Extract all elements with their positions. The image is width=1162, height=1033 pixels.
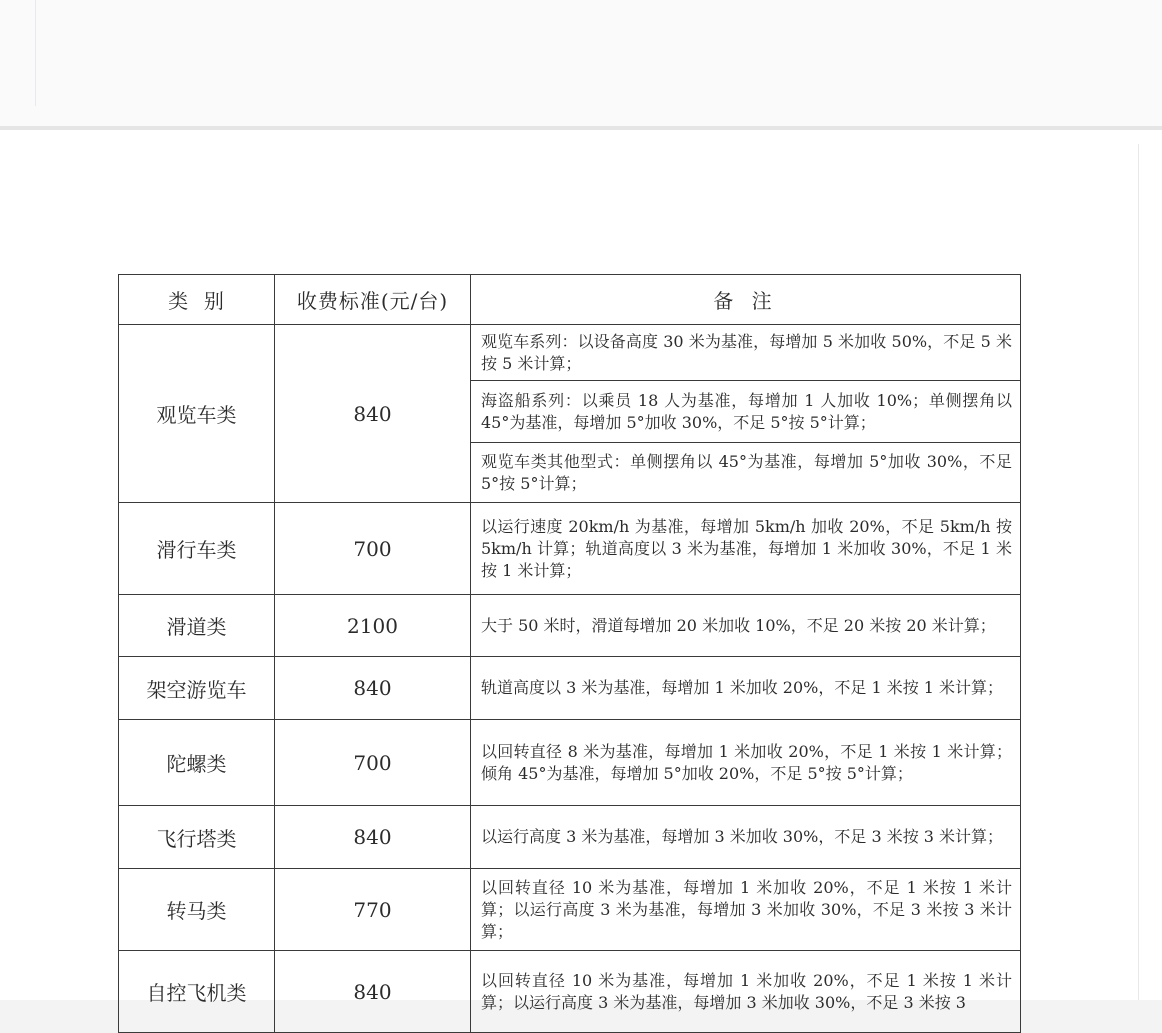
note-cell: 以回转直径 8 米为基准，每增加 1 米加收 20%，不足 1 米按 1 米计算；倾角 45°为基准，每增加 5°加收 20%，不足 5°按 5°计算； xyxy=(471,720,1021,806)
note-cell: 以运行高度 3 米为基准，每增加 3 米加收 30%，不足 3 米按 3 米计算； xyxy=(471,806,1021,869)
table-row xyxy=(119,720,1021,806)
price-cell: 2100 xyxy=(275,595,471,657)
category-cell: 陀螺类 xyxy=(119,720,275,806)
category-cell: 滑道类 xyxy=(119,595,275,657)
table-header-row xyxy=(119,275,1021,325)
table-row xyxy=(119,869,1021,951)
price-cell: 840 xyxy=(275,325,471,503)
note-cell: 以回转直径 10 米为基准，每增加 1 米加收 20%，不足 1 米按 1 米计算；以运行高度 3 米为基准，每增加 3 米加收 30%，不足 3 米按 3 xyxy=(471,951,1021,1033)
header-category: 类 别 xyxy=(119,275,275,325)
header-note: 备 注 xyxy=(471,275,1021,325)
previous-page xyxy=(0,0,1162,126)
category-cell: 自控飞机类 xyxy=(119,951,275,1033)
page-edge-line xyxy=(1138,144,1139,1000)
note-cell: 海盗船系列：以乘员 18 人为基准，每增加 1 人加收 10%；单侧摆角以 45°为基准，每增加 5°加收 30%，不足 5°按 5°计算； xyxy=(471,381,1021,443)
note-cell: 观览车类其他型式：单侧摆角以 45°为基准，每增加 5°加收 30%，不足 5°按 5°计算； xyxy=(471,443,1021,503)
note-cell: 以回转直径 10 米为基准，每增加 1 米加收 20%，不足 1 米按 1 米计算；以运行高度 3 米为基准，每增加 3 米加收 30%，不足 3 米按 3 米计算； xyxy=(471,869,1021,951)
previous-page-margin-line xyxy=(35,0,36,106)
table-row xyxy=(119,657,1021,720)
category-cell: 滑行车类 xyxy=(119,503,275,595)
note-cell: 观览车系列：以设备高度 30 米为基准，每增加 5 米加收 50%，不足 5 米按 5 米计算； xyxy=(471,325,1021,381)
table-row xyxy=(119,595,1021,657)
category-cell: 架空游览车 xyxy=(119,657,275,720)
price-cell: 770 xyxy=(275,869,471,951)
document-page xyxy=(0,130,1162,1012)
price-cell: 840 xyxy=(275,657,471,720)
note-cell: 轨道高度以 3 米为基准，每增加 1 米加收 20%，不足 1 米按 1 米计算； xyxy=(471,657,1021,720)
category-cell: 观览车类 xyxy=(119,325,275,503)
table-row xyxy=(119,951,1021,1033)
header-price: 收费标准(元/台) xyxy=(275,275,471,325)
fee-standards-table xyxy=(118,274,1021,1033)
price-cell: 840 xyxy=(275,806,471,869)
table-row xyxy=(119,806,1021,869)
category-cell: 转马类 xyxy=(119,869,275,951)
category-cell: 飞行塔类 xyxy=(119,806,275,869)
price-cell: 700 xyxy=(275,720,471,806)
table-row xyxy=(119,325,1021,381)
price-cell: 840 xyxy=(275,951,471,1033)
note-cell: 大于 50 米时，滑道每增加 20 米加收 10%，不足 20 米按 20 米计算； xyxy=(471,595,1021,657)
note-cell: 以运行速度 20km/h 为基准，每增加 5km/h 加收 20%，不足 5km/h 按 5km/h 计算；轨道高度以 3 米为基准，每增加 1 米加收 30%，不足 1 米按 1 米计算； xyxy=(471,503,1021,595)
price-cell: 700 xyxy=(275,503,471,595)
table-row xyxy=(119,503,1021,595)
